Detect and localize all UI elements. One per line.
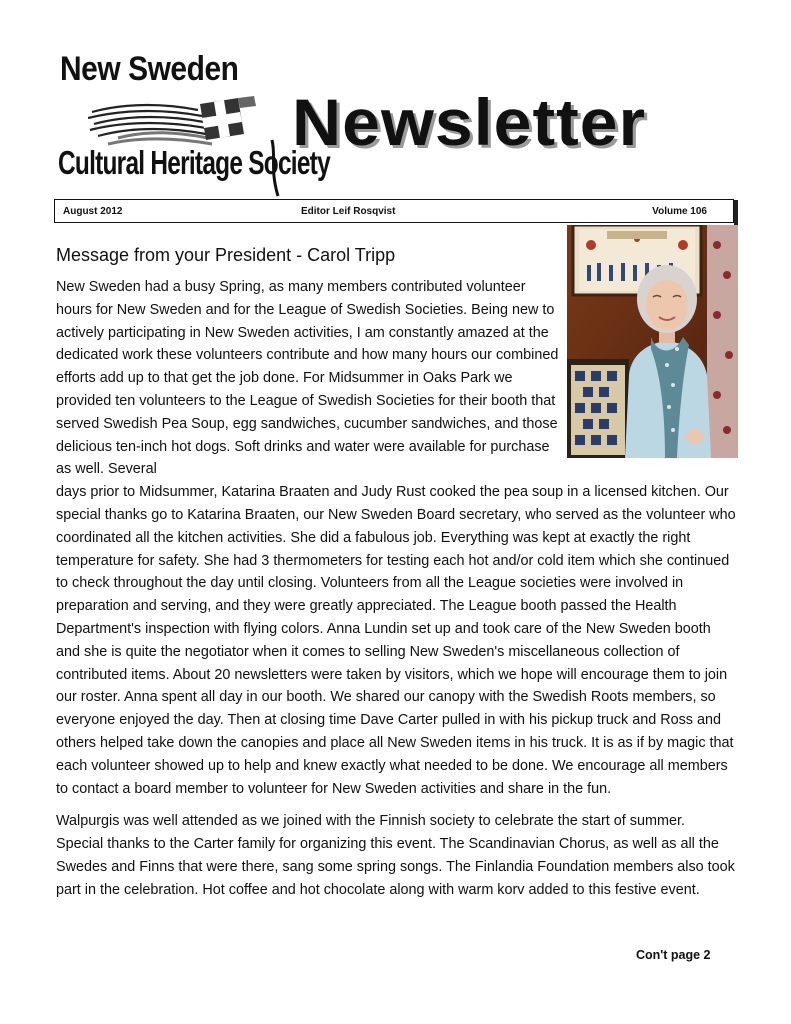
masthead-title: Newsletter bbox=[292, 85, 647, 159]
article-walpurgis-paragraph: Walpurgis was well attended as we joined with the Finnish society to celebrate the start of summer. Special thanks to the Carter family for organizing this event. The Scandinavian Chorus, as well as all the Swedes and Finns that were there, sang some spring songs. The Finlandia Foundation members also took part in the celebration. Hot coffee and hot chocolate along with warm korv added to this festive event. bbox=[56, 813, 735, 898]
issue-editor: Editor Leif Rosqvist bbox=[301, 206, 396, 217]
article-continuation-paragraph: days prior to Midsummer, Katarina Braaten and Judy Rust cooked the pea soup in a licensed kitchen. Our special thanks go to Katarina Braaten, our New Sweden Board secretary, who served as the volunteer who coordinated all the kitchen activities. She did a fabulous job. Everything was kept at exactly the right temperature for safety. She had 3 thermometers for testing each hot and/or cold item which she continued to check throughout the day until closing. Volunteers from all the League societies were involved in preparation and serving, and they were greatly appreciated. The League booth passed the Health Department's inspection with flying colors. Anna Lundin set up and took care of the New Sweden booth and she is quite the negotiator when it comes to selling New Sweden's miscellaneous collection of contributed items. About 20 newsletters were taken by visitors, which we hope will encourage them to join our roster. Anna spent all day in our booth. We shared our canopy with the Swedish Roots members, so everyone enjoyed the day. Then at closing time Dave Carter pulled in with his pickup truck and Ross and others helped take down the canopies and place all New Sweden items in his truck. It is as if by magic that each volunteer showed up to help and knew exactly what needed to be done. We encourage all members to contact a board member to volunteer for New Sweden activities and share in the fun. bbox=[56, 484, 736, 797]
logo-line-2: Cultural Heritage Society bbox=[58, 144, 330, 181]
continued-notice: Con't page 2 bbox=[636, 948, 711, 962]
article-lead-paragraph: New Sweden had a busy Spring, as many members contributed volunteer hours for New Sweden and for the League of Swedish Societies. Being new to actively participating in New Sweden activities, I am constantly amazed at the dedicated work these volunteers contribute and how many hours our combined efforts add up to that get the job done. For Midsummer in Oaks Park we provided ten volunteers to the League of Swedish Societies for their booth that served Swedish Pea Soup, egg sandwiches, cucumber sandwiches, and those delicious ten-inch hot dogs. Soft drinks and water were available for purchase as well. Several bbox=[56, 279, 559, 478]
issue-volume: Volume 106 bbox=[652, 206, 707, 217]
article-body bbox=[56, 276, 736, 902]
logo-flourish-icon bbox=[266, 136, 286, 200]
article-headline: Message from your President - Carol Tripp bbox=[56, 245, 396, 265]
issue-date: August 2012 bbox=[63, 206, 123, 217]
society-logo bbox=[52, 48, 330, 198]
issue-info-bar bbox=[54, 199, 734, 223]
logo-line-1: New Sweden bbox=[60, 50, 239, 88]
info-bar-shadow bbox=[734, 200, 738, 226]
